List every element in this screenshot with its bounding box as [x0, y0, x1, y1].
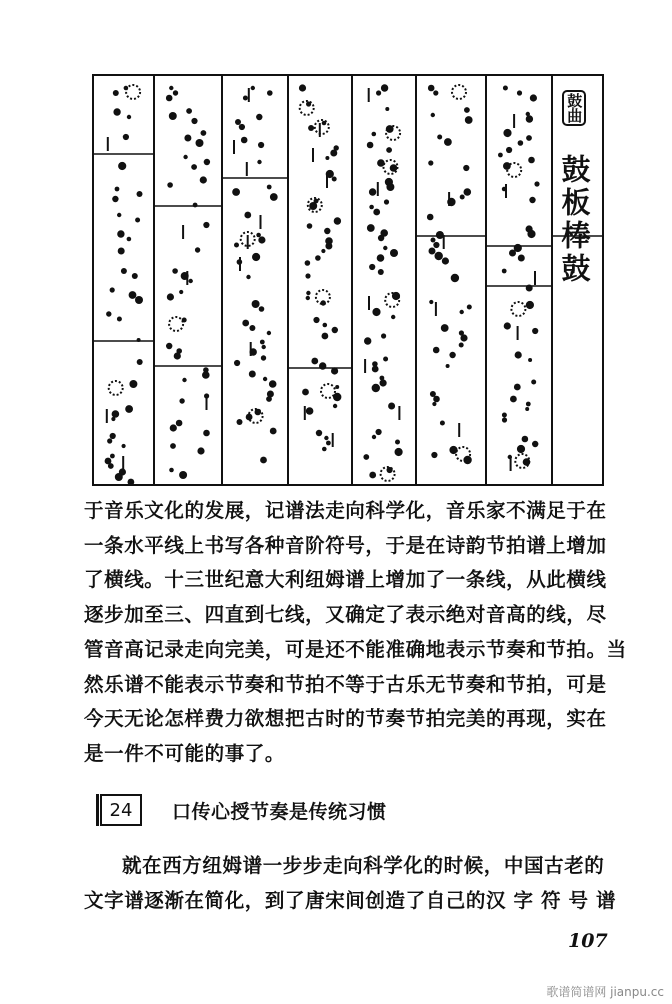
notation-dot	[259, 306, 265, 312]
notation-dot	[169, 112, 177, 120]
notation-rosette	[452, 85, 466, 99]
notation-dot	[502, 269, 507, 274]
notation-dot	[313, 317, 319, 323]
notation-dot	[243, 96, 248, 101]
notation-dot	[334, 217, 341, 224]
notation-dot	[464, 107, 470, 113]
notation-dot	[252, 253, 260, 261]
body-paragraph-1	[84, 494, 636, 772]
notation-dot	[530, 94, 537, 101]
notation-dot	[510, 396, 517, 403]
notation-dot	[196, 139, 204, 147]
notation-rosette	[109, 381, 123, 395]
notation-dot	[270, 193, 278, 201]
notation-dot	[251, 86, 255, 90]
notation-dot	[514, 384, 521, 391]
notation-dot	[526, 135, 532, 141]
notation-dot	[441, 324, 449, 332]
notation-dot	[107, 438, 112, 443]
notation-dot	[257, 160, 261, 164]
notation-dot	[182, 378, 186, 382]
notation-dot	[386, 147, 392, 153]
notation-dot	[433, 242, 439, 248]
notation-rosette	[511, 302, 525, 316]
notation-dot	[451, 274, 459, 282]
notation-dot	[506, 147, 512, 153]
score-title-column	[552, 90, 596, 286]
notation-dot	[526, 285, 533, 292]
notation-dot	[528, 157, 535, 164]
notation-dot	[235, 119, 241, 125]
notation-dot	[364, 337, 371, 344]
notation-dot	[197, 447, 204, 454]
notation-dot	[319, 362, 326, 369]
notation-dot	[518, 255, 525, 262]
text-line: 是一件不可能的事了。	[84, 741, 286, 765]
notation-dot	[395, 440, 400, 445]
notation-dot	[378, 269, 384, 275]
watermark: 歌谱简谱网 jianpu.cc	[546, 985, 664, 999]
notation-dot	[118, 162, 126, 170]
notation-dot	[372, 308, 380, 316]
notation-dot	[267, 331, 271, 335]
notation-dot	[270, 428, 277, 435]
notation-dot	[191, 164, 197, 170]
text-line: 了横线。十三世纪意大利纽姆谱上增加了一条线，从此横线	[84, 568, 607, 592]
notation-dot	[442, 257, 449, 264]
notation-dot	[372, 384, 380, 392]
notation-dot	[377, 254, 385, 262]
notation-dot	[252, 300, 260, 308]
notation-dot	[316, 430, 322, 436]
text-line: 逐步加至三、四直到七线，又确定了表示绝对音高的线，尽	[84, 603, 607, 627]
notation-dot	[237, 419, 243, 425]
notation-dot	[111, 417, 115, 421]
notation-dot	[324, 436, 328, 440]
notation-dot	[363, 454, 369, 460]
notation-dot	[503, 86, 508, 91]
notation-dot	[200, 176, 207, 183]
notation-dot	[333, 393, 341, 401]
notation-dot	[449, 352, 455, 358]
section-number: 24	[100, 794, 142, 826]
notation-dot	[309, 202, 317, 210]
notation-dot	[115, 473, 123, 481]
notation-dot	[433, 90, 438, 95]
notation-dot	[464, 188, 472, 196]
notation-dot	[172, 268, 178, 274]
notation-dot	[299, 84, 306, 91]
notation-dot	[509, 250, 516, 257]
notation-dot	[517, 90, 522, 95]
text-line: 一条水平线上书写各种音阶符号，于是在诗韵节拍谱上增加	[84, 533, 607, 557]
notation-dot	[385, 107, 389, 111]
notation-dot	[118, 248, 125, 255]
notation-dot	[260, 457, 267, 464]
notation-dot	[322, 333, 329, 340]
notation-dot	[526, 301, 534, 309]
notation-dot	[173, 90, 178, 95]
notation-dot	[378, 235, 384, 241]
notation-dot	[528, 358, 532, 362]
notation-dot	[390, 249, 398, 257]
notation-dot	[108, 463, 114, 469]
notation-dot	[431, 452, 437, 458]
notation-dot	[440, 421, 445, 426]
notation-dot	[330, 150, 337, 157]
notation-dot	[437, 135, 442, 140]
notation-dot	[115, 187, 120, 192]
notation-dot	[249, 371, 256, 378]
notation-dot	[117, 230, 124, 237]
notation-dot	[260, 340, 265, 345]
notation-dot	[195, 247, 200, 252]
notation-dot	[169, 468, 174, 473]
notation-dot	[129, 380, 137, 388]
notation-score-drawing	[94, 76, 602, 484]
notation-dot	[306, 296, 310, 300]
notation-dot	[369, 472, 376, 479]
notation-dot	[184, 135, 191, 142]
notation-dot	[427, 214, 434, 221]
notation-dot	[186, 108, 192, 114]
notation-dot	[112, 196, 118, 202]
notation-dot	[377, 159, 385, 167]
notation-dot	[444, 138, 452, 146]
notation-dot	[110, 454, 115, 459]
notation-dot	[322, 447, 327, 452]
notation-dot	[113, 108, 120, 115]
notation-dot	[269, 380, 277, 388]
body-paragraph-2	[84, 848, 636, 918]
notation-dot	[335, 385, 339, 389]
notation-dot	[169, 86, 173, 90]
notation-dot	[391, 315, 395, 319]
notation-dot	[384, 199, 389, 204]
notation-dot	[166, 95, 173, 102]
notation-dot	[125, 405, 133, 413]
notation-dot	[367, 142, 374, 149]
text-line: 今天无论怎样费力欲想把古时的节奏节拍完美的再现，实在	[84, 707, 607, 731]
notation-dot	[465, 116, 473, 124]
notation-dot	[522, 436, 529, 443]
notation-dot	[110, 433, 116, 439]
notation-dot	[372, 435, 376, 439]
notation-dot	[179, 290, 183, 294]
notation-dot	[241, 137, 248, 144]
notation-dot	[395, 448, 403, 456]
notation-dot	[321, 249, 325, 253]
notation-dot	[527, 230, 535, 238]
notation-dot	[308, 125, 314, 131]
notation-dot	[460, 195, 465, 200]
notation-dot	[189, 279, 193, 283]
notation-dot	[431, 113, 435, 117]
notation-dot	[267, 90, 273, 96]
notation-dot	[127, 115, 131, 119]
notation-dot	[174, 352, 181, 359]
notation-dot	[460, 310, 464, 314]
page-number: 107	[568, 930, 608, 952]
notation-dot	[433, 347, 440, 354]
notation-dot	[428, 160, 433, 165]
notation-dot	[167, 293, 174, 300]
section-heading	[100, 794, 387, 826]
notation-dot	[467, 305, 472, 310]
notation-dot	[166, 343, 172, 349]
notation-dot	[306, 291, 310, 295]
notation-dot	[429, 300, 433, 304]
notation-dot	[435, 252, 443, 260]
notation-rosette	[321, 384, 335, 398]
notation-dot	[332, 177, 337, 182]
notation-rosette	[169, 317, 183, 331]
notation-dot	[373, 209, 380, 216]
notation-dot	[193, 203, 198, 208]
notation-dot	[532, 328, 538, 334]
text-line: 然乐谱不能表示节奏和节拍不等于古乐无节奏和节拍，可是	[84, 672, 607, 696]
notation-dot	[123, 134, 129, 140]
notation-dot	[234, 360, 240, 366]
notation-dot	[526, 115, 533, 122]
notation-dot	[234, 243, 239, 248]
notation-dot	[433, 396, 440, 403]
notation-dot	[232, 188, 240, 196]
notation-dot	[529, 197, 535, 203]
notation-dot	[463, 165, 469, 171]
notation-dot	[372, 132, 377, 137]
notation-dot	[262, 345, 266, 349]
notation-dot	[388, 403, 395, 410]
notation-dot	[369, 264, 375, 270]
notation-dot	[460, 334, 467, 341]
notation-dot	[526, 402, 531, 407]
notation-rosette	[315, 120, 329, 134]
notation-dot	[381, 84, 388, 91]
notation-dot	[203, 222, 209, 228]
notation-dot	[129, 291, 137, 299]
notation-dot	[325, 156, 329, 160]
notation-dot	[242, 320, 249, 327]
notation-dot	[191, 118, 197, 124]
notation-dot	[376, 90, 381, 95]
notation-dot	[244, 212, 251, 219]
notation-dot	[117, 317, 122, 322]
notation-dot	[179, 398, 184, 403]
notation-dot	[432, 402, 436, 406]
notation-dot	[201, 130, 207, 136]
notation-dot	[323, 323, 328, 328]
notation-dot	[503, 162, 511, 170]
notation-dot	[137, 359, 143, 365]
notation-dot	[239, 124, 245, 130]
notation-dot	[380, 379, 387, 386]
section-title: 口传心授节奏是传统习惯	[172, 800, 387, 823]
score-tag: 鼓曲	[562, 90, 587, 126]
notation-dot	[331, 367, 338, 374]
notation-dot	[137, 338, 141, 342]
notation-dot	[263, 377, 267, 381]
notation-dot	[179, 471, 187, 479]
notation-dot	[315, 255, 321, 261]
notation-dot	[504, 322, 511, 329]
notation-dot	[110, 287, 115, 292]
notation-dot	[258, 142, 264, 148]
notation-dot	[325, 243, 332, 250]
notation-dot	[386, 183, 394, 191]
notation-dot	[326, 441, 331, 446]
notation-dot	[498, 153, 503, 158]
notation-dot	[436, 231, 444, 239]
notation-dot	[106, 311, 111, 316]
notation-dot	[376, 429, 382, 435]
notation-score-figure	[92, 74, 604, 486]
notation-dot	[428, 85, 435, 92]
notation-dot	[170, 443, 176, 449]
notation-dot	[202, 371, 210, 379]
notation-dot	[122, 444, 126, 448]
notation-dot	[515, 351, 522, 358]
text-line: 管音高记录走向完美，可是还不能准确地表示节奏和节拍。当	[84, 637, 627, 661]
notation-dot	[502, 413, 507, 418]
notation-dot	[369, 205, 374, 210]
notation-dot	[132, 273, 138, 279]
notation-dot	[369, 188, 376, 195]
notation-dot	[249, 325, 255, 331]
notation-dot	[121, 268, 127, 274]
notation-dot	[246, 275, 250, 279]
notation-dot	[332, 327, 338, 333]
notation-dot	[503, 129, 511, 137]
notation-dot	[137, 191, 143, 197]
notation-dot	[311, 358, 318, 365]
notation-dot	[517, 445, 525, 453]
notation-dot	[113, 90, 119, 96]
notation-dot	[534, 181, 539, 186]
notation-dot	[383, 246, 387, 250]
notation-dot	[170, 424, 177, 431]
notation-dot	[518, 140, 524, 146]
notation-dot	[183, 155, 187, 159]
notation-dot	[367, 224, 375, 232]
notation-dot	[372, 366, 379, 373]
notation-dot	[135, 218, 140, 223]
notation-dot	[305, 273, 310, 278]
text-line: 文字谱逐渐在简化，到了唐宋间创造了自己的汉 字 符 号 谱	[84, 889, 617, 912]
notation-dot	[261, 355, 266, 360]
notation-dot	[256, 114, 262, 120]
notation-dot	[307, 223, 313, 229]
notation-dot	[305, 260, 311, 266]
notation-dot	[256, 233, 261, 238]
notation-dot	[112, 410, 120, 418]
notation-dot	[167, 182, 173, 188]
notation-dot	[127, 237, 132, 242]
notation-dot	[306, 407, 314, 415]
notation-dot	[446, 364, 450, 368]
notation-dot	[204, 159, 210, 165]
notation-dot	[267, 185, 272, 190]
notation-dot	[128, 479, 135, 484]
notation-dot	[431, 238, 436, 243]
notation-rosette	[456, 447, 470, 461]
notation-dot	[383, 357, 388, 362]
notation-dot	[117, 213, 121, 217]
notation-dot	[531, 380, 536, 385]
notation-dot	[502, 417, 507, 422]
text-line: 就在西方纽姆谱一步步走向科学化的时候，中国古老的	[122, 854, 605, 877]
notation-dot	[176, 420, 183, 427]
notation-dot	[333, 404, 337, 408]
text-line: 于音乐文化的发展，记谱法走向科学化，音乐家不满足于在	[84, 499, 607, 522]
notation-dot	[324, 228, 330, 234]
notation-dot	[459, 343, 464, 348]
notation-rosette	[126, 85, 140, 99]
notation-dot	[135, 296, 143, 304]
notation-dot	[203, 430, 210, 437]
notation-dot	[525, 407, 529, 411]
notation-dot	[429, 248, 436, 255]
notation-dot	[258, 236, 265, 243]
score-title: 鼓板棒鼓	[557, 154, 592, 286]
notation-dot	[302, 389, 309, 396]
notation-dot	[266, 396, 272, 402]
notation-dot	[381, 333, 386, 338]
notation-dot	[532, 441, 538, 447]
